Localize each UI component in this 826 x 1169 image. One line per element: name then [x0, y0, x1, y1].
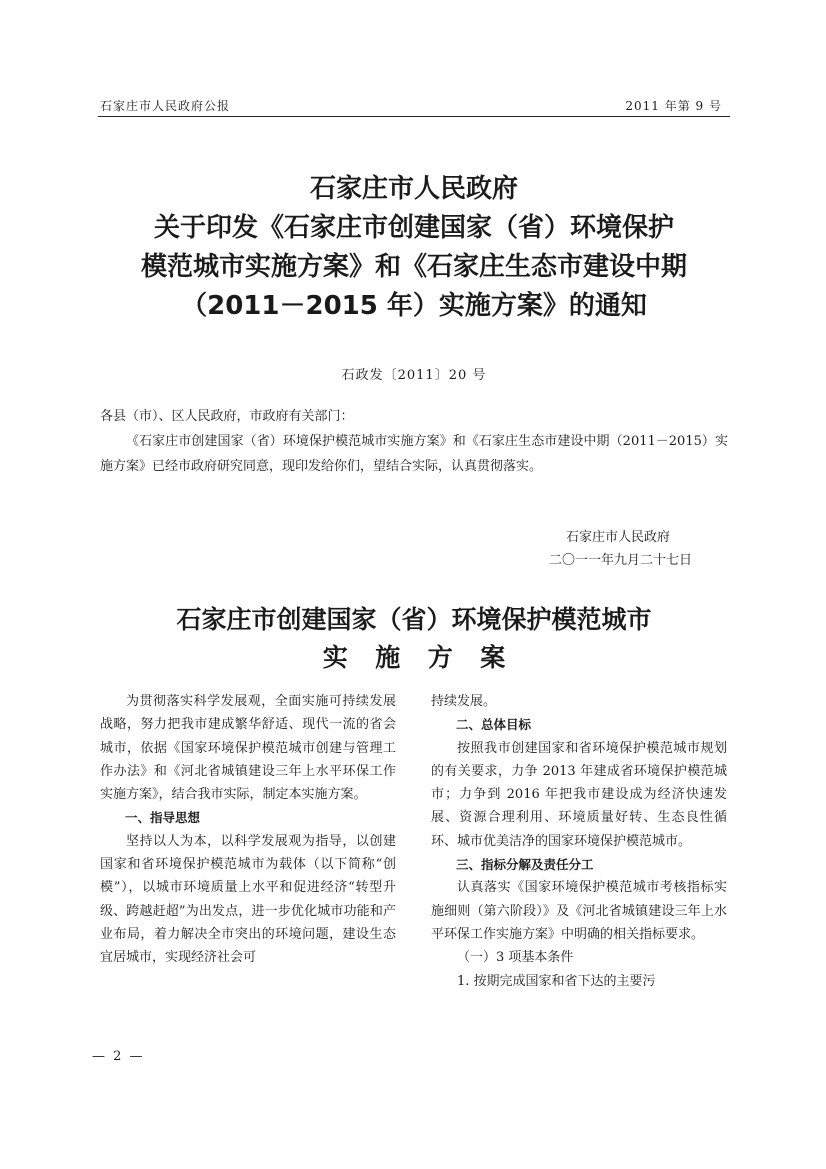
section-heading: 三、指标分解及责任分工 [456, 857, 594, 873]
section-text-continuation: 持续发展。 [431, 694, 497, 709]
section-text: 坚持以人为本，以科学发展观为指导，以创建国家和省环境保护模范城市为载体（以下简称“创模”），以城市环境质量上水平和促进经济“转型升级、跨越赶超”为出发点，进一步优化城市功能和产业布局，着力解决全市突出的环境问题，建设生态宜居城市，实现经济社会可 [100, 833, 396, 966]
notice-title-line: 石家庄市人民政府 [309, 174, 518, 204]
page-number: — 2 — [92, 1049, 145, 1064]
section-heading: 一、指导思想 [125, 810, 201, 826]
plan-title [98, 601, 730, 677]
plan-title-line: 石家庄市创建国家（省）环境保护模范城市 [176, 605, 652, 634]
issue-number: 2011 年第 9 号 [625, 99, 722, 113]
salutation: 各县（市）、区人民政府，市政府有关部门： [100, 409, 354, 424]
subsection-heading: （一）3 项基本条件 [457, 950, 574, 966]
document-number: 石政发〔2011〕20 号 [341, 368, 487, 383]
left-column [100, 690, 396, 970]
header-divider [98, 116, 730, 117]
notice-title [98, 170, 730, 326]
right-column [431, 690, 727, 993]
notice-title-line: 关于印发《石家庄市创建国家（省）环境保护 [153, 213, 674, 243]
plan-title-line: 实施方案 [322, 643, 533, 672]
plan-intro: 为贯彻落实科学发展观，全面实施可持续发展战略，努力把我市建成繁华舒适、现代一流的省会城市，依据《国家环境保护模范城市创建与管理工作办法》和《河北省城镇建设三年上水平环保工作实施方案》，结合我市实际，制定本实施方案。 [100, 694, 396, 803]
notice-title-line: 模范城市实施方案》和《石家庄生态市建设中期 [140, 252, 687, 282]
section-heading: 二、总体目标 [456, 717, 532, 733]
publication-name: 石家庄市人民政府公报 [100, 99, 231, 113]
signer: 石家庄市人民政府 [565, 530, 670, 545]
section-text: 按照我市创建国家和省环境保护模范城市规划的有关要求，力争 2013 年建成省环境保护模范城市；力争到 2016 年把我市建设成为经济快速发展、资源合理利用、环境质量好转、生态良性循环、城市优美洁净的国家环境保护模范城市。 [431, 740, 727, 849]
notice-body: 《石家庄市创建国家（省）环境保护模范城市实施方案》和《石家庄生态市建设中期（2011－2015）实施方案》已经市政府研究同意，现印发给你们，望结合实际，认真贯彻落实。 [100, 434, 728, 474]
section-text: 认真落实《国家环境保护模范城市考核指标实施细则（第六阶段）》及《河北省城镇建设三年上水平环保工作实施方案》中明确的相关指标要求。 [431, 880, 727, 942]
list-item: 1. 按期完成国家和省下达的主要污 [457, 973, 656, 989]
sign-date: 二〇一一年九月二十七日 [548, 553, 692, 568]
notice-title-line: （2011－2015 年）实施方案》的通知 [181, 291, 647, 321]
